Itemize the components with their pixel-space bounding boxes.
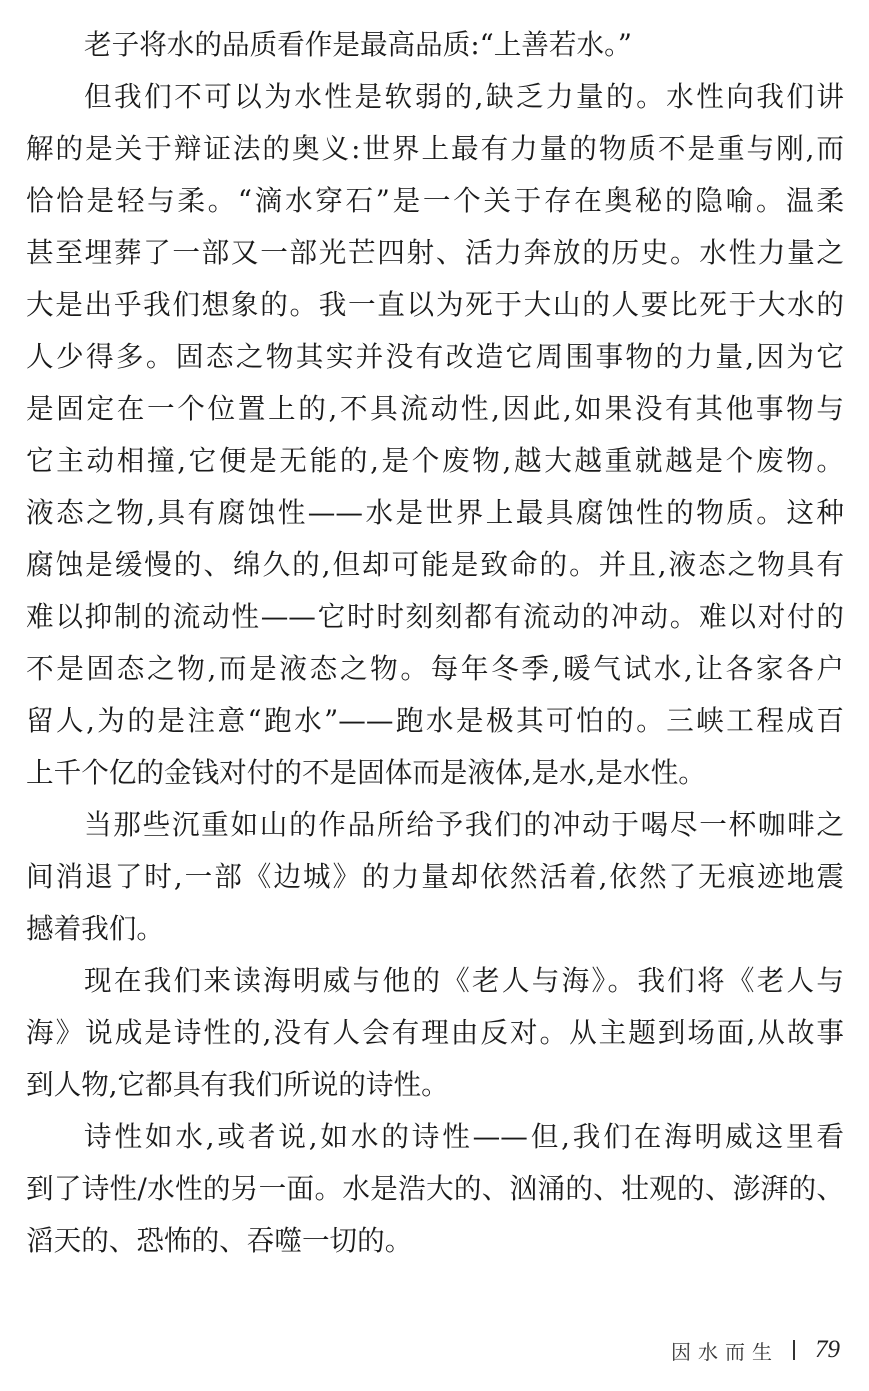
page-footer [620, 1330, 840, 1370]
paragraph-line: 甚至埋葬了一部又一部光芒四射、活力奔放的历史。水性力量之 [26, 236, 844, 269]
paragraph-line: 恰恰是轻与柔。“滴水穿石”是一个关于存在奥秘的隐喻。温柔 [26, 184, 844, 217]
paragraph-line: 诗性如水,或者说,如水的诗性——但,我们在海明威这里看 [84, 1120, 844, 1153]
paragraph-line: 撼着我们。 [26, 912, 164, 945]
paragraph-line: 液态之物,具有腐蚀性——水是世界上最具腐蚀性的物质。这种 [26, 496, 844, 529]
paragraph-line: 解的是关于辩证法的奥义:世界上最有力量的物质不是重与刚,而 [26, 132, 844, 165]
paragraph-line: 当那些沉重如山的作品所给予我们的冲动于喝尽一杯咖啡之 [84, 808, 844, 841]
paragraph-line: 腐蚀是缓慢的、绵久的,但却可能是致命的。并且,液态之物具有 [26, 548, 844, 581]
paragraph-line: 人少得多。固态之物其实并没有改造它周围事物的力量,因为它 [26, 340, 844, 373]
paragraph-line: 现在我们来读海明威与他的《老人与海》。我们将《老人与 [84, 964, 844, 997]
page-number: 79 [815, 1336, 840, 1363]
paragraph-line: 到人物,它都具有我们所说的诗性。 [26, 1068, 449, 1101]
paragraph-line: 间消退了时,一部《边城》的力量却依然活着,依然了无痕迹地震 [26, 860, 844, 893]
paragraph-line: 滔天的、恐怖的、吞噬一切的。 [26, 1224, 413, 1257]
paragraph-line: 它主动相撞,它便是无能的,是个废物,越大越重就越是个废物。 [26, 444, 844, 477]
paragraph-line: 留人,为的是注意“跑水”——跑水是极其可怕的。三峡工程成百 [26, 704, 844, 737]
footer-separator [793, 1340, 795, 1360]
paragraph-line: 大是出乎我们想象的。我一直以为死于大山的人要比死于大水的 [26, 288, 844, 321]
paragraph-line: 老子将水的品质看作是最高品质:“上善若水。” [84, 28, 632, 61]
paragraph-line: 到了诗性/水性的另一面。水是浩大的、汹涌的、壮观的、澎湃的、 [26, 1172, 844, 1205]
paragraph-line: 海》说成是诗性的,没有人会有理由反对。从主题到场面,从故事 [26, 1016, 844, 1049]
paragraph-line: 但我们不可以为水性是软弱的,缺乏力量的。水性向我们讲 [84, 80, 844, 113]
paragraph-line: 难以抑制的流动性——它时时刻刻都有流动的冲动。难以对付的 [26, 600, 844, 633]
paragraph-line: 不是固态之物,而是液态之物。每年冬季,暖气试水,让各家各户 [26, 652, 844, 685]
running-title: 因水而生 [671, 1339, 779, 1364]
paragraph-line: 是固定在一个位置上的,不具流动性,因此,如果没有其他事物与 [26, 392, 844, 425]
paragraph-line: 上千个亿的金钱对付的不是固体而是液体,是水,是水性。 [26, 756, 706, 789]
